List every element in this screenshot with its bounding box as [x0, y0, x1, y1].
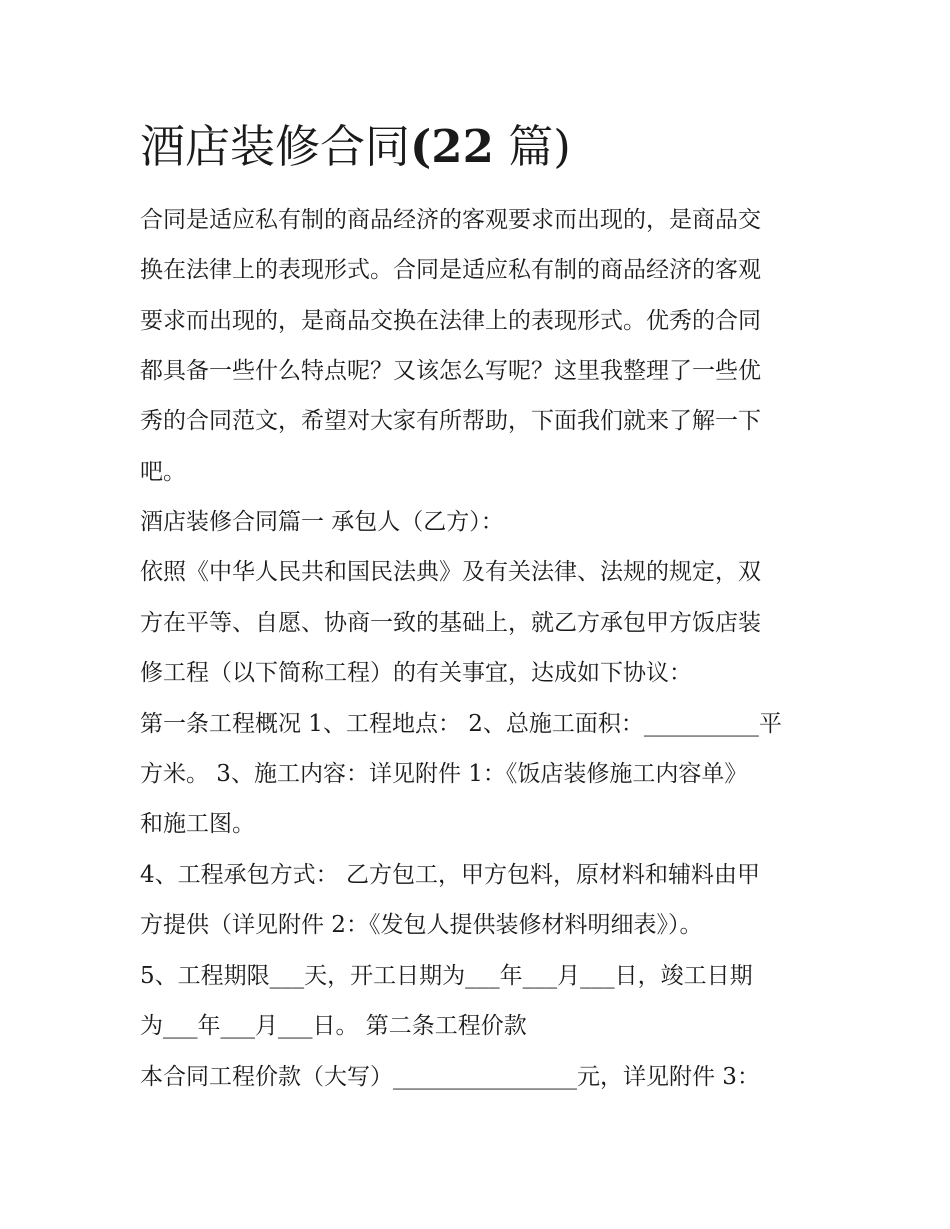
- body-line: 要求而出现的，是商品交换在法律上的表现形式。优秀的合同: [140, 308, 761, 334]
- section-heading: 酒店装修合同篇一 承包人（乙方）：: [140, 509, 504, 535]
- body-line: 方米。 3、施工内容：详见附件 1：《饭店装修施工内容单》: [140, 761, 748, 787]
- body-line: 换在法律上的表现形式。合同是适应私有制的商品经济的客观: [140, 257, 761, 283]
- body-line: 为___年___月___日。 第二条工程价款: [140, 1013, 527, 1039]
- body-line: 吧。: [140, 459, 186, 485]
- body-line: 4、工程承包方式： 乙方包工，甲方包料，原材料和辅料由甲: [140, 862, 760, 888]
- body-line: 和施工图。: [140, 811, 255, 837]
- document-title: [140, 112, 571, 182]
- body-line: 方在平等、自愿、协商一致的基础上，就乙方承包甲方饭店装: [140, 610, 761, 636]
- title-count: (22: [410, 120, 494, 173]
- title-text: 酒店装修合同: [140, 120, 411, 173]
- body-line: 本合同工程价款（大写）________________元，详见附件 3：: [140, 1064, 760, 1090]
- body-line: 5、工程期限___天，开工日期为___年___月___日，竣工日期: [140, 963, 753, 989]
- body-line: 依照《中华人民共和国民法典》及有关法律、法规的规定，双: [140, 559, 761, 585]
- body-line: 都具备一些什么特点呢？又该怎么写呢？这里我整理了一些优: [140, 358, 761, 384]
- title-tail: 篇): [493, 120, 571, 173]
- body-line: 方提供（详见附件 2：《发包人提供装修材料明细表》）。: [140, 912, 703, 938]
- body-line: 秀的合同范文，希望对大家有所帮助，下面我们就来了解一下: [140, 408, 761, 434]
- body-line: 第一条工程概况 1、工程地点： 2、总施工面积：__________平: [140, 711, 782, 737]
- body-line: 修工程（以下简称工程）的有关事宜，达成如下协议：: [140, 660, 692, 686]
- body-line: 合同是适应私有制的商品经济的客观要求而出现的，是商品交: [140, 207, 761, 233]
